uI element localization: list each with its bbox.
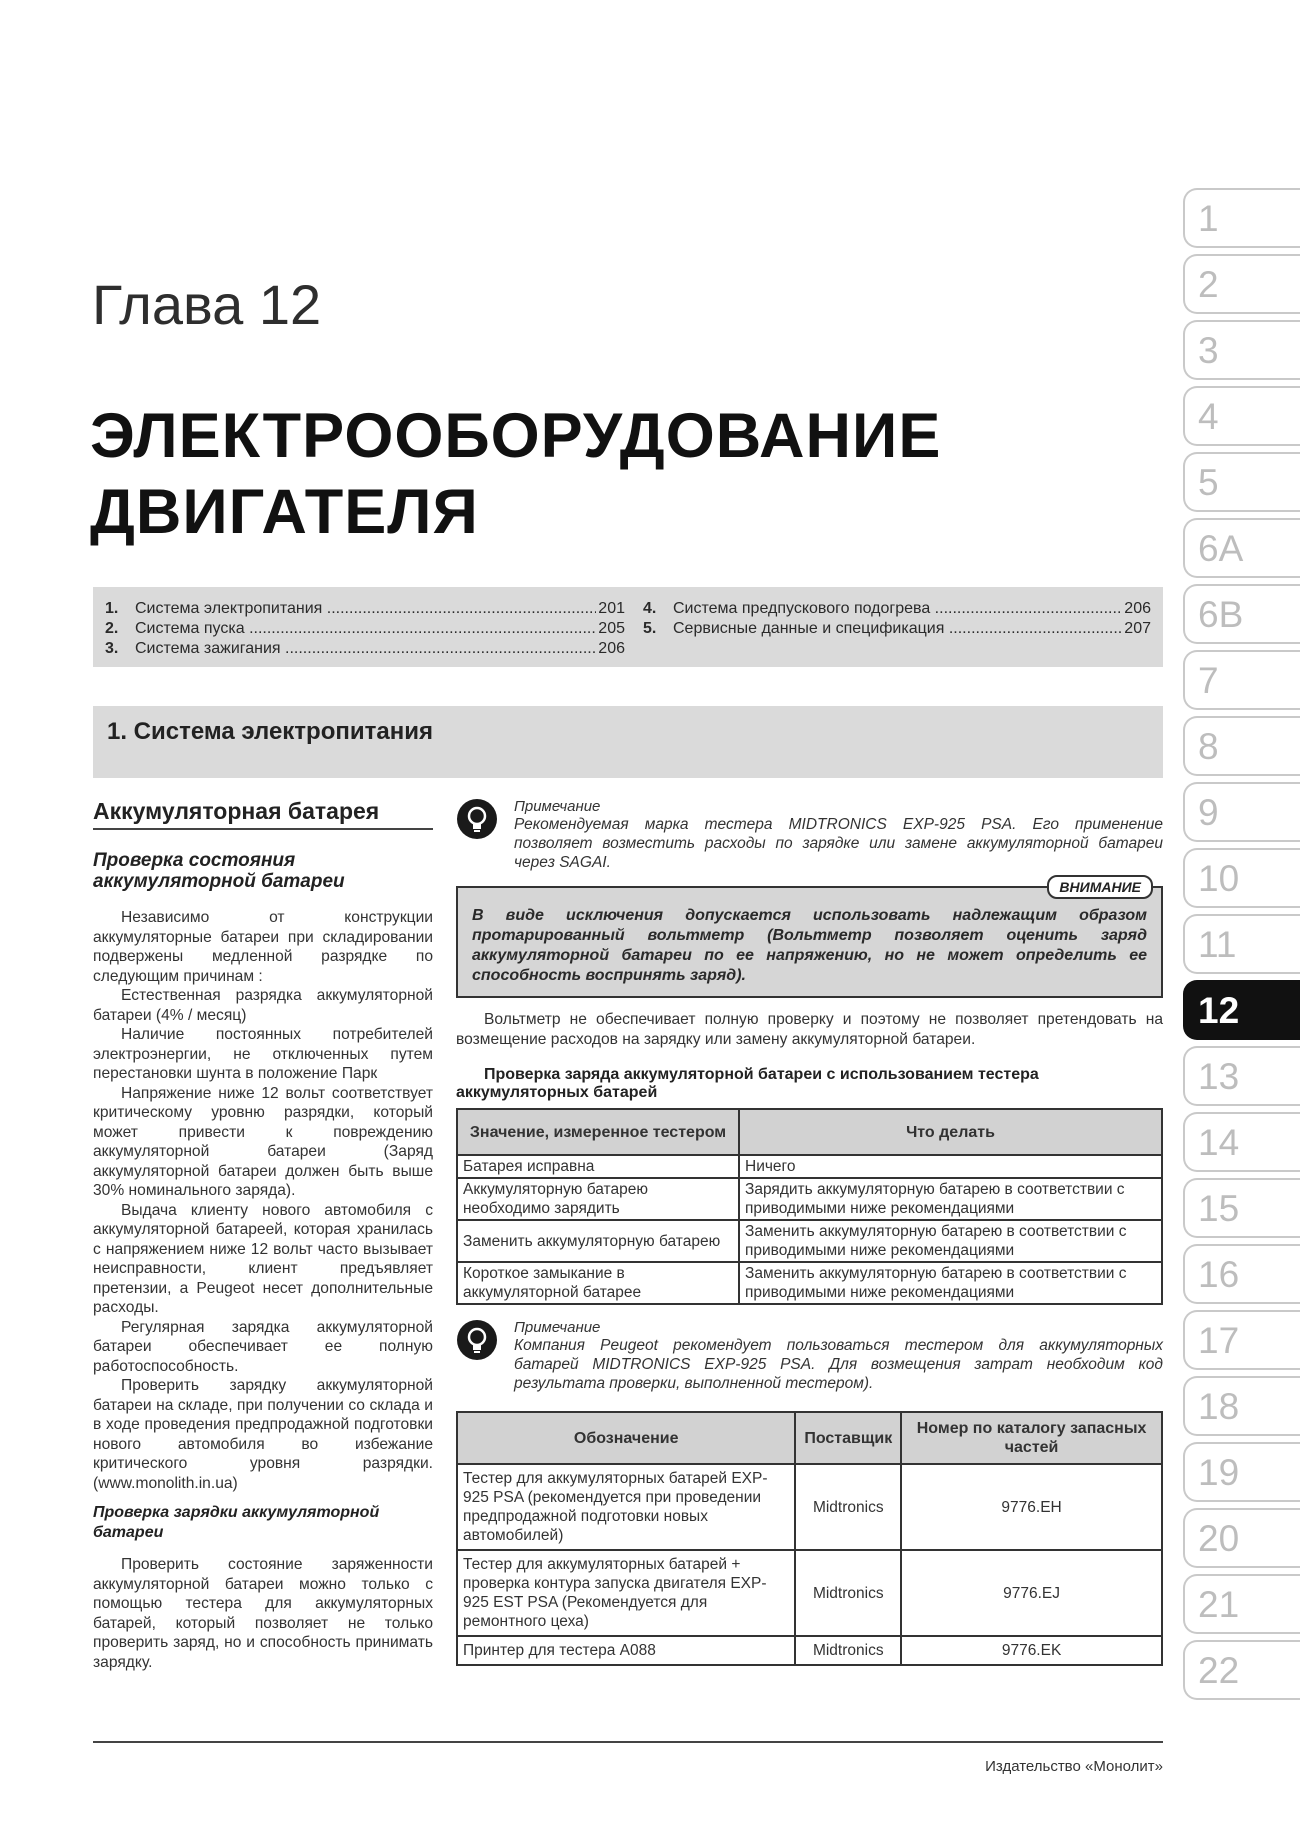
note-body	[514, 1319, 1163, 1393]
chapter-tab-label: 9	[1198, 792, 1219, 833]
chapter-title	[90, 398, 941, 550]
chapter-tab-label: 7	[1198, 660, 1219, 701]
table-cell: Ничего	[739, 1155, 1162, 1178]
lightbulb-icon	[456, 1319, 498, 1361]
chapter-tab-label: 6A	[1198, 528, 1244, 569]
chapter-tab[interactable]	[1183, 320, 1300, 380]
chapter-tab-label: 4	[1198, 396, 1219, 437]
table-cell: Тестер для аккумуляторных батарей EXP-925 PSA (рекомендуется при проведении предпродажной подготовки новых автомобилей)	[457, 1464, 795, 1550]
chapter-tab[interactable]	[1183, 1640, 1300, 1700]
chapter-tab-label: 12	[1198, 990, 1240, 1031]
footer-divider	[93, 1741, 1163, 1743]
note-text: Рекомендуемая марка тестера MIDTRONICS EXP-925 PSA. Его применение позволяет возместить расходы по зарядке или замене аккумуляторной батареи через SAGAI.	[514, 816, 1163, 871]
table-cell: Аккумуляторную батарею необходимо зарядить	[457, 1178, 739, 1220]
table-header-cell: Значение, измеренное тестером	[457, 1109, 739, 1155]
chapter-tab[interactable]	[1183, 848, 1300, 908]
toc-item-page: 205	[598, 620, 625, 637]
chapter-tab[interactable]	[1183, 1310, 1300, 1370]
toc-item-page: 201	[598, 600, 625, 617]
table-header-cell: Что делать	[739, 1109, 1162, 1155]
chapter-tab-label: 20	[1198, 1518, 1240, 1559]
chapter-tab-label: 14	[1198, 1122, 1240, 1163]
note-block	[456, 798, 1163, 872]
chapter-tab[interactable]	[1183, 782, 1300, 842]
table-cell: Midtronics	[795, 1550, 901, 1636]
table-caption: Проверка заряда аккумуляторной батареи с использованием тестера аккумуляторных батарей	[456, 1066, 1039, 1101]
chapter-tab[interactable]	[1183, 1442, 1300, 1502]
toc-item[interactable]	[643, 619, 1151, 639]
chapter-tab-label: 8	[1198, 726, 1219, 767]
paragraph: Вольтметр не обеспечивает полную проверку и поэтому не позволяет претендовать на возмещение расходов на зарядку или замену аккумуляторной батареи.	[456, 1011, 1163, 1048]
chapter-label: Глава 12	[92, 273, 322, 336]
table-cell: Заменить аккумуляторную батарею в соответствии с приводимыми ниже рекомендациями	[739, 1262, 1162, 1304]
battery-check-subheading: Проверка состояния аккумуляторной батареи	[93, 850, 345, 892]
right-column	[456, 798, 1163, 1666]
table-header-cell: Поставщик	[795, 1412, 901, 1464]
chapter-tab[interactable]	[1183, 254, 1300, 314]
toc-column-right	[643, 599, 1151, 639]
chapter-tab-label: 18	[1198, 1386, 1240, 1427]
table-cell: Midtronics	[795, 1464, 901, 1550]
table-row	[457, 1636, 1162, 1665]
paragraph: Независимо от конструкции аккумуляторные батареи при складировании подвержены медленной разрядке по следующим причинам :	[93, 909, 433, 985]
table-row	[457, 1178, 1162, 1220]
chapter-tab[interactable]	[1183, 914, 1300, 974]
chapter-tab-label: 3	[1198, 330, 1219, 371]
paragraph: Регулярная зарядка аккумуляторной батареи обеспечивает ее полную работоспособность.	[93, 1318, 433, 1375]
table-cell: Заменить аккумуляторную батарею в соответствии с приводимыми ниже рекомендациями	[739, 1220, 1162, 1262]
chapter-tab-label: 6B	[1198, 594, 1244, 635]
note-label: Примечание	[514, 798, 601, 815]
table-header-row	[457, 1412, 1162, 1464]
toc-item[interactable]	[105, 639, 625, 659]
left-column	[93, 798, 433, 1672]
paragraph: Наличие постоянных потребителей электроэнергии, не отключенных путем перестановки шунта в положение Парк	[93, 1026, 433, 1082]
section-title: 1. Система электропитания	[107, 718, 433, 745]
table-cell: Батарея исправна	[457, 1155, 739, 1178]
note-body	[514, 798, 1163, 872]
chapter-tab[interactable]	[1183, 1376, 1300, 1436]
chapter-tab-active[interactable]	[1183, 980, 1300, 1040]
chapter-title-line2: ДВИГАТЕЛЯ	[90, 477, 479, 547]
table-cell: Зарядить аккумуляторную батарею в соответствии с приводимыми ниже рекомендациями	[739, 1178, 1162, 1220]
battery-heading: Аккумуляторная батарея	[93, 798, 433, 830]
chapter-tab-label: 11	[1198, 924, 1237, 965]
toc-item-text: Сервисные данные и спецификация .....	[673, 619, 1122, 639]
toc-item-number: 2.	[105, 620, 119, 637]
table-cell: Принтер для тестера A088	[457, 1636, 795, 1665]
lightbulb-icon	[456, 798, 498, 840]
paragraph: Выдача клиенту нового автомобиля с аккумуляторной батареей, которая хранилась с напряжением ниже 12 вольт часто вызывает неисправности, клиент предъявляет претензии, а Peugeot несет дополнительные расходы.	[93, 1201, 433, 1316]
toc-item-page: 206	[598, 640, 625, 657]
chapter-tab[interactable]	[1183, 1112, 1300, 1172]
chapter-tab-label: 15	[1198, 1188, 1240, 1229]
table-cell: Тестер для аккумуляторных батарей + проверка контура запуска двигателя EXP-925 EST PSA (Рекомендуется для ремонтного цеха)	[457, 1550, 795, 1636]
chapter-tab[interactable]	[1183, 188, 1300, 248]
chapter-tab[interactable]	[1183, 1244, 1300, 1304]
warning-box	[456, 879, 1163, 998]
chapter-tab-label: 19	[1198, 1452, 1240, 1493]
toc-item[interactable]	[643, 599, 1151, 619]
chapter-tab-label: 1	[1198, 198, 1219, 239]
toc-item-text: Система предпускового подогрева .....	[673, 599, 1122, 619]
paragraph: Естественная разрядка аккумуляторной батареи (4% / месяц)	[93, 987, 433, 1024]
toc-item-text: Система пуска .....	[135, 619, 596, 639]
table-of-contents	[93, 587, 1163, 667]
table-row	[457, 1155, 1162, 1178]
toc-item-number: 1.	[105, 600, 119, 617]
table-cell: 9776.EH	[901, 1464, 1162, 1550]
note-text: Компания Peugeot рекомендует пользоваться тестером для аккумуляторных батарей MIDTRONICS EXP-925 PSA. Для возмещения затрат необходим код результата проверки, выполненной тестером).	[514, 1337, 1163, 1392]
toc-item-page: 206	[1124, 600, 1151, 617]
chapter-tab-label: 2	[1198, 264, 1219, 305]
chapter-tab[interactable]	[1183, 716, 1300, 776]
toc-item-text: Система электропитания .....	[135, 599, 596, 619]
toc-item[interactable]	[105, 599, 625, 619]
chapter-tab[interactable]	[1183, 518, 1300, 578]
chapter-tab-label: 22	[1198, 1650, 1240, 1691]
toc-item-number: 4.	[643, 600, 657, 617]
warning-text: В виде исключения допускается использовать надлежащим образом протарированный вольтметр (Вольтметр позволяет оценить заряд аккумуляторной батареи по ее напряжению, но не может определить ее способность воспринять заряд).	[472, 907, 1147, 984]
toc-item-page: 207	[1124, 620, 1151, 637]
note-label: Примечание	[514, 1319, 601, 1336]
chapter-tab-label: 16	[1198, 1254, 1240, 1295]
table-header-row	[457, 1109, 1162, 1155]
table-row	[457, 1464, 1162, 1550]
chapter-title-line1: ЭЛЕКТРООБОРУДОВАНИЕ	[90, 401, 942, 471]
table-header-cell: Номер по каталогу запасных частей	[901, 1412, 1162, 1464]
toc-item-number: 5.	[643, 620, 657, 637]
chapter-tab[interactable]	[1183, 1178, 1300, 1238]
table-cell: 9776.EK	[901, 1636, 1162, 1665]
note-block	[456, 1319, 1163, 1393]
chapter-tab[interactable]	[1183, 452, 1300, 512]
paragraph: Проверить зарядку аккумуляторной батареи на складе, при получении со склада и в ходе проведения предпродажной подготовки нового автомобиля во избежание критического уровня разрядки. (www.monolith.in.ua)	[93, 1377, 433, 1492]
table-row	[457, 1220, 1162, 1262]
chapter-tab[interactable]	[1183, 1508, 1300, 1568]
table-cell: 9776.EJ	[901, 1550, 1162, 1636]
table-cell: Короткое замыкание в аккумуляторной батарее	[457, 1262, 739, 1304]
chapter-tab-label: 5	[1198, 462, 1219, 503]
tester-results-table	[456, 1108, 1163, 1305]
table-cell: Midtronics	[795, 1636, 901, 1665]
chapter-tab-label: 10	[1198, 858, 1240, 899]
chapter-tab-label: 17	[1198, 1320, 1240, 1361]
toc-item-text: Система зажигания .....	[135, 639, 596, 659]
toc-column-left	[105, 599, 625, 659]
paragraph: Напряжение ниже 12 вольт соответствует критическому уровню разрядки, который может привести к повреждению аккумуляторной батареи (Заряд аккумуляторной батареи должен быть выше 30% номинального заряда).	[93, 1084, 433, 1199]
chapter-tab[interactable]	[1183, 584, 1300, 644]
footer-publisher: Издательство «Монолит»	[985, 1758, 1163, 1775]
chapter-tab[interactable]	[1183, 650, 1300, 710]
paragraph: Проверить состояние заряженности аккумуляторной батареи можно только с помощью тестера для аккумуляторных батарей, который позволяет не только проверить заряд, но и способность принимать зарядку.	[93, 1556, 433, 1671]
chapter-tab-label: 13	[1198, 1056, 1240, 1097]
chapter-tab[interactable]	[1183, 1574, 1300, 1634]
table-row	[457, 1550, 1162, 1636]
table-row	[457, 1262, 1162, 1304]
toc-item-number: 3.	[105, 640, 119, 657]
tester-parts-table	[456, 1411, 1163, 1666]
toc-item[interactable]	[105, 619, 625, 639]
chapter-tab[interactable]	[1183, 386, 1300, 446]
chapter-tab-label: 21	[1198, 1584, 1240, 1625]
chapter-tab[interactable]	[1183, 1046, 1300, 1106]
section-header	[93, 706, 1163, 778]
table-cell: Заменить аккумуляторную батарею	[457, 1220, 739, 1262]
battery-charge-subheading: Проверка зарядки аккумуляторной батареи	[93, 1504, 380, 1541]
warning-label: ВНИМАНИЕ	[1047, 875, 1153, 899]
table-header-cell: Обозначение	[457, 1412, 795, 1464]
